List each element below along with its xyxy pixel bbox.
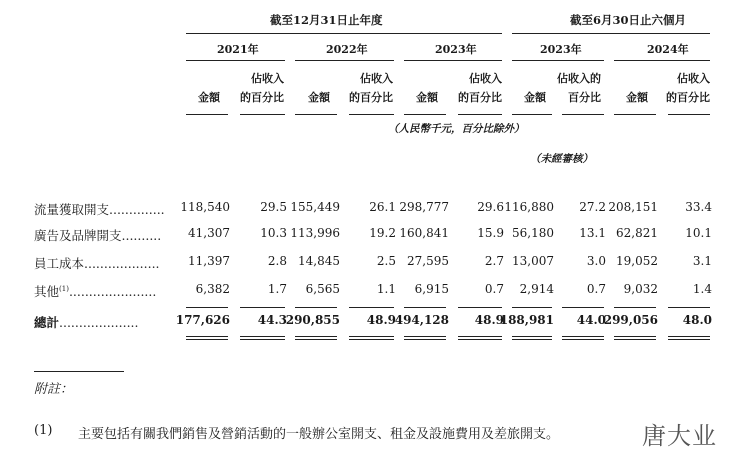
pct-cell: 15.9	[477, 226, 504, 240]
pct-cell: 48.9	[474, 313, 504, 327]
pct-cell: 10.3	[260, 226, 287, 240]
col-header-amount: 金額	[626, 91, 648, 104]
pct-cell: 0.7	[484, 282, 504, 296]
pct-cell: 29.5	[260, 200, 287, 214]
col-header-pct: 佔收入的 百分比	[557, 72, 601, 104]
footnote-text: 主要包括有關我們銷售及營銷活動的一般辦公室開支、租金及設施費用及差旅開支。	[78, 427, 560, 442]
subtotal-rule	[186, 307, 228, 308]
amount-cell: 6,915	[414, 282, 449, 296]
pct-cell: 44.0	[576, 313, 606, 327]
subtotal-rule	[349, 307, 394, 308]
pct-cell: 2.7	[484, 254, 504, 268]
pct-cell: 3.1	[692, 254, 712, 268]
amount-cell: 62,821	[616, 226, 658, 240]
amount-cell: 290,855	[285, 313, 340, 327]
pct-cell: 10.1	[685, 226, 712, 240]
group-rule-six-month	[512, 33, 710, 34]
year-rule-2023-h1	[512, 60, 604, 61]
row-label	[34, 282, 156, 300]
amount-cell: 208,151	[608, 200, 658, 214]
col-header-pct: 佔收入 的百分比	[240, 72, 284, 104]
row-label-total	[34, 313, 138, 331]
col-header-pct: 佔收入 的百分比	[458, 72, 502, 104]
total-double-rule	[458, 339, 502, 340]
col-rule	[295, 114, 337, 115]
year-rule-2022	[295, 60, 394, 61]
dot-leader: ..............	[109, 202, 165, 217]
footnote-separator	[34, 371, 124, 372]
pct-cell: 19.2	[369, 226, 396, 240]
pct-cell: 1.1	[376, 282, 396, 296]
subtotal-rule	[458, 307, 502, 308]
amount-cell: 188,981	[499, 313, 554, 327]
footnote-ref: (1)	[59, 284, 69, 293]
row-label	[34, 254, 160, 272]
amount-cell: 41,307	[188, 226, 230, 240]
pct-cell: 2.8	[267, 254, 287, 268]
col-rule	[668, 114, 710, 115]
col-header-amount: 金額	[524, 91, 546, 104]
row-label-text: 總計	[34, 315, 60, 330]
col-header-amount: 金額	[308, 91, 330, 104]
col-rule	[458, 114, 502, 115]
pct-cell: 1.4	[692, 282, 712, 296]
amount-cell: 494,128	[394, 313, 449, 327]
amount-cell: 116,880	[504, 200, 554, 214]
watermark-logo: 唐大业	[642, 422, 717, 450]
group-rule-year-end	[186, 33, 502, 34]
group-header-year-end: 截至12月31日止年度	[270, 13, 383, 27]
subtotal-rule	[512, 307, 552, 308]
total-double-rule	[404, 336, 446, 337]
year-rule-2023	[404, 60, 502, 61]
pct-cell: 0.7	[586, 282, 606, 296]
amount-cell: 118,540	[180, 200, 230, 214]
col-rule	[349, 114, 394, 115]
amount-cell: 6,382	[195, 282, 230, 296]
year-rule-2021	[186, 60, 285, 61]
total-double-rule	[186, 336, 228, 337]
amount-cell: 13,007	[512, 254, 554, 268]
amount-cell: 177,626	[175, 313, 230, 327]
year-header-2023-h1: 2023年	[540, 43, 582, 56]
col-header-pct: 佔收入 的百分比	[349, 72, 393, 104]
col-header-pct: 佔收入 的百分比	[666, 72, 710, 104]
total-double-rule	[240, 336, 285, 337]
footnote-title: 附註：	[34, 382, 74, 397]
total-double-rule	[295, 339, 337, 340]
pct-cell: 48.0	[682, 313, 712, 327]
col-rule	[240, 114, 285, 115]
pct-cell: 29.6	[477, 200, 504, 214]
year-header-2022: 2022年	[326, 43, 368, 56]
pct-cell: 44.3	[257, 313, 287, 327]
amount-cell: 160,841	[399, 226, 449, 240]
year-header-2024-h1: 2024年	[647, 43, 689, 56]
col-rule	[614, 114, 656, 115]
row-label	[34, 200, 165, 218]
year-header-2023: 2023年	[435, 43, 477, 56]
amount-cell: 113,996	[290, 226, 340, 240]
col-rule	[404, 114, 446, 115]
unaudited-note: （未經審核）	[530, 153, 593, 165]
subtotal-rule	[614, 307, 656, 308]
pct-cell: 3.0	[586, 254, 606, 268]
total-double-rule	[512, 336, 552, 337]
amount-cell: 2,914	[519, 282, 554, 296]
year-header-2021: 2021年	[217, 43, 259, 56]
year-rule-2024-h1	[614, 60, 710, 61]
total-double-rule	[614, 336, 656, 337]
amount-cell: 56,180	[512, 226, 554, 240]
pct-cell: 1.7	[267, 282, 287, 296]
subtotal-rule	[404, 307, 446, 308]
col-header-amount: 金額	[416, 91, 438, 104]
total-double-rule	[458, 336, 502, 337]
pct-cell: 33.4	[685, 200, 712, 214]
dot-leader: ..........	[121, 228, 162, 243]
col-rule	[512, 114, 552, 115]
amount-cell: 27,595	[407, 254, 449, 268]
total-double-rule	[186, 339, 228, 340]
subtotal-rule	[562, 307, 604, 308]
total-double-rule	[404, 339, 446, 340]
amount-cell: 6,565	[305, 282, 340, 296]
subtotal-rule	[295, 307, 337, 308]
col-rule	[186, 114, 228, 115]
amount-cell: 14,845	[298, 254, 340, 268]
col-rule	[562, 114, 604, 115]
total-double-rule	[295, 336, 337, 337]
row-label-text: 其他	[34, 284, 60, 299]
pct-cell: 13.1	[579, 226, 606, 240]
unit-note: （人民幣千元，百分比除外）	[388, 123, 525, 135]
total-double-rule	[668, 336, 710, 337]
row-label	[34, 226, 161, 244]
pct-cell: 26.1	[369, 200, 396, 214]
pct-cell: 27.2	[579, 200, 606, 214]
total-double-rule	[614, 339, 656, 340]
amount-cell: 9,032	[623, 282, 658, 296]
dot-leader: ....................	[59, 315, 139, 330]
total-double-rule	[349, 339, 394, 340]
pct-cell: 2.5	[376, 254, 396, 268]
pct-cell: 48.9	[366, 313, 396, 327]
total-double-rule	[349, 336, 394, 337]
amount-cell: 19,052	[616, 254, 658, 268]
total-double-rule	[512, 339, 552, 340]
amount-cell: 155,449	[290, 200, 340, 214]
footnote-marker: (1)	[34, 423, 53, 438]
dot-leader: ......................	[68, 284, 157, 299]
total-double-rule	[668, 339, 710, 340]
row-label-text: 流量獲取開支	[34, 202, 110, 217]
col-header-amount: 金額	[198, 91, 220, 104]
total-double-rule	[240, 339, 285, 340]
total-double-rule	[562, 336, 604, 337]
subtotal-rule	[668, 307, 710, 308]
group-header-six-month: 截至6月30日止六個月	[570, 13, 687, 27]
amount-cell: 298,777	[399, 200, 449, 214]
dot-leader: ...................	[84, 256, 160, 271]
row-label-text: 員工成本	[34, 256, 85, 271]
total-double-rule	[562, 339, 604, 340]
amount-cell: 11,397	[188, 254, 230, 268]
subtotal-rule	[240, 307, 285, 308]
amount-cell: 299,056	[603, 313, 658, 327]
row-label-text: 廣告及品牌開支	[34, 228, 122, 243]
